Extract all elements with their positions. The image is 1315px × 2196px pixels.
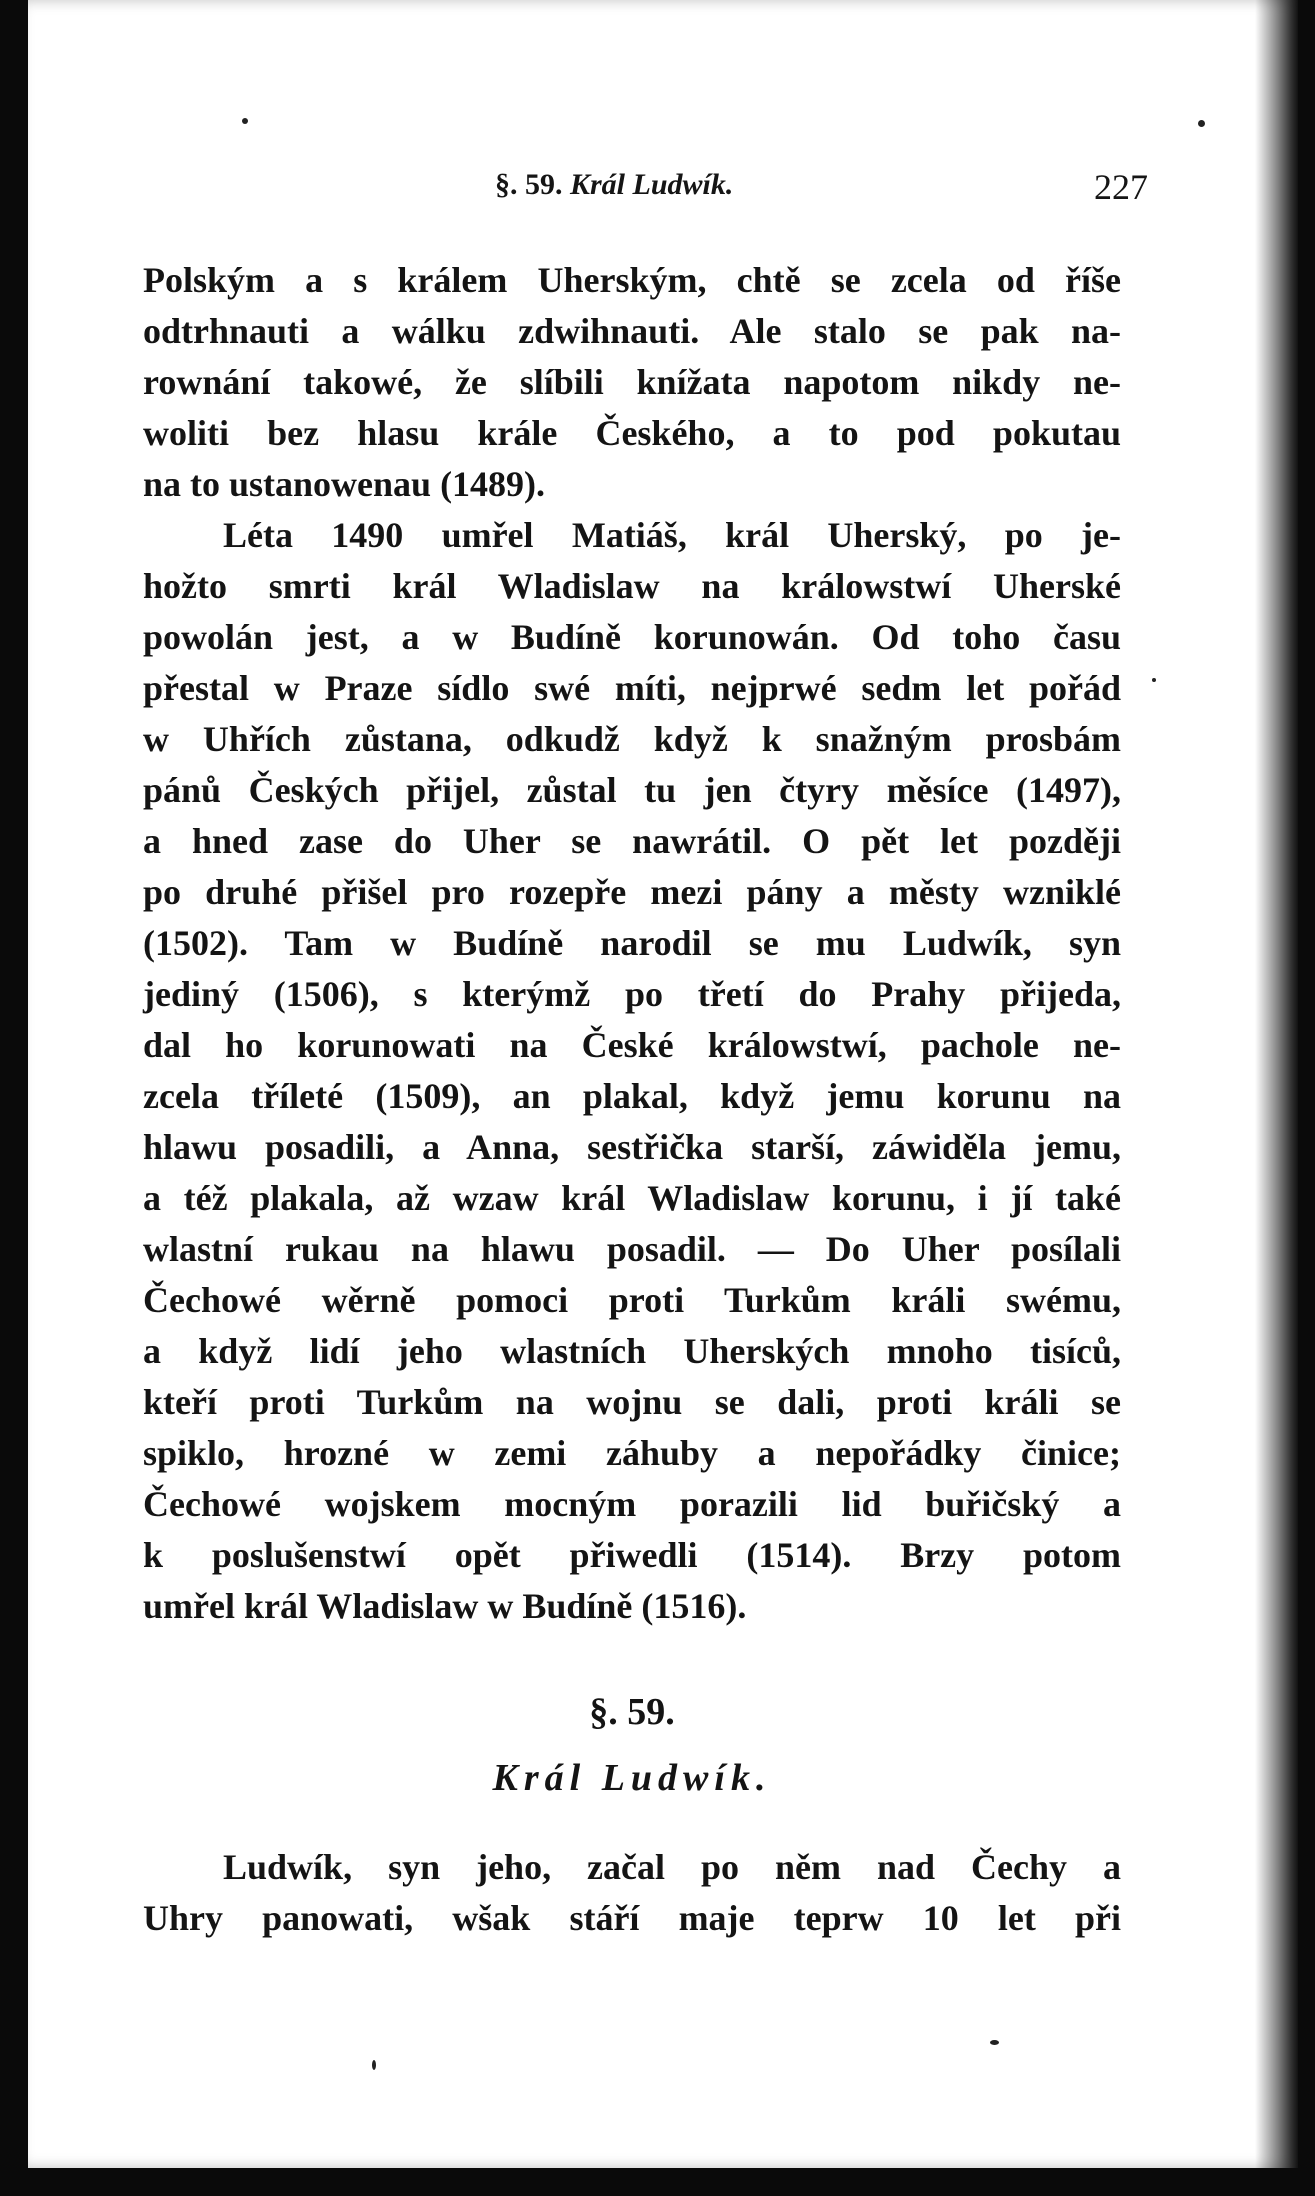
text-line: powolán jest, a w Budíně korunowán. Od toho času bbox=[143, 617, 1121, 657]
text-line: Ludwík, syn jeho, začal po něm nad Čechy a bbox=[223, 1847, 1121, 1887]
text-line: spiklo, hrozné w zemi záhuby a nepořádky činice; bbox=[143, 1433, 1121, 1473]
text-line: k poslušenstwí opět přiwedli (1514). Brzy potom bbox=[143, 1535, 1121, 1575]
text-line: wlastní rukau na hlawu posadil. — Do Uher posílali bbox=[143, 1229, 1121, 1269]
text-line: Čechowé wěrně pomoci proti Turkům králi swému, bbox=[143, 1280, 1121, 1320]
page-number: 227 bbox=[1094, 167, 1148, 207]
text-line: woliti bez hlasu krále Českého, a to pod pokutau bbox=[143, 413, 1121, 453]
text-line: pánů Českých přijel, zůstal tu jen čtyry měsíce (1497), bbox=[143, 770, 1121, 810]
running-head-section-ref: §. 59. bbox=[495, 168, 563, 201]
ink-speck bbox=[1152, 678, 1156, 682]
text-line: přestal w Praze sídlo swé míti, nejprwé sedm let pořád bbox=[143, 668, 1121, 708]
text-line: a též plakala, až wzaw král Wladislaw korunu, i jí také bbox=[143, 1178, 1121, 1218]
section-number: §. 59. bbox=[589, 1691, 675, 1733]
text-line: rownání takowé, že slíbili knížata napotom nikdy ne- bbox=[143, 362, 1121, 402]
text-line: Uhry panowati, wšak stáří maje teprw 10 let při bbox=[143, 1898, 1121, 1938]
ink-speck bbox=[1198, 120, 1205, 127]
text-line: umřel král Wladislaw w Budíně (1516). bbox=[143, 1586, 747, 1626]
scan-border-bottom bbox=[0, 2168, 1315, 2196]
text-line: odtrhnauti a wálku zdwihnauti. Ale stalo se pak na- bbox=[143, 311, 1121, 351]
text-line: jediný (1506), s kterýmž po třetí do Prahy přijeda, bbox=[143, 974, 1121, 1014]
text-line: dal ho korunowati na České králowstwí, pachole ne- bbox=[143, 1025, 1121, 1065]
closing-text bbox=[143, 1842, 1121, 1944]
text-line: po druhé přišel pro rozepře mezi pány a městy wzniklé bbox=[143, 872, 1121, 912]
text-line: a když lidí jeho wlastních Uherských mnoho tisíců, bbox=[143, 1331, 1121, 1371]
text-line: Léta 1490 umřel Matiáš, král Uherský, po je- bbox=[223, 515, 1121, 555]
text-line: hožto smrti král Wladislaw na králowstwí Uherské bbox=[143, 566, 1121, 606]
text-line: Polským a s králem Uherským, chtě se zcela od říše bbox=[143, 260, 1121, 300]
section-title: Král Ludwík. bbox=[492, 1757, 772, 1799]
ink-speck bbox=[372, 2060, 376, 2070]
ink-speck bbox=[990, 2040, 999, 2045]
text-line: (1502). Tam w Budíně narodil se mu Ludwík, syn bbox=[143, 923, 1121, 963]
page-edge-shadow bbox=[1255, 0, 1300, 2196]
text-line: kteří proti Turkům na wojnu se dali, proti králi se bbox=[143, 1382, 1121, 1422]
text-line: hlawu posadili, a Anna, sestřička starší, záwiděla jemu, bbox=[143, 1127, 1121, 1167]
text-line: na to ustanowenau (1489). bbox=[143, 464, 546, 504]
text-line: Čechowé wojskem mocným porazili lid buřičský a bbox=[143, 1484, 1121, 1524]
text-line: zcela tříleté (1509), an plakal, když jemu korunu na bbox=[143, 1076, 1121, 1116]
running-head-chapter-title: Král Ludwík. bbox=[570, 168, 734, 201]
text-line: w Uhřích zůstana, odkudž když k snažným prosbám bbox=[143, 719, 1121, 759]
ink-speck bbox=[242, 118, 248, 124]
text-line: a hned zase do Uher se nawrátil. O pět let později bbox=[143, 821, 1121, 861]
